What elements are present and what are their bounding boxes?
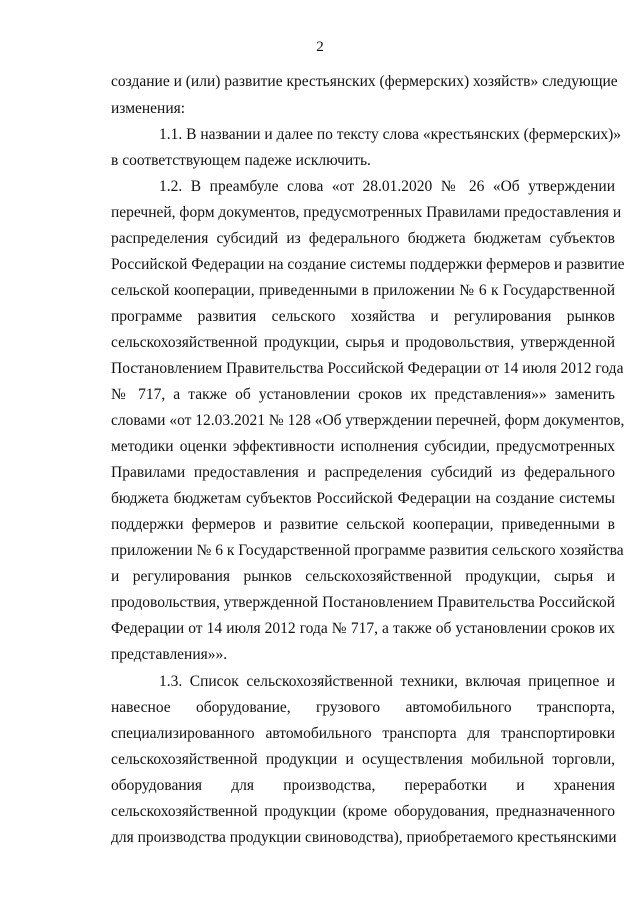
text-line: в соответствующем падеже исключить. — [111, 152, 371, 169]
text-line: сельскохозяйственной продукции и осуществления мобильной торговли, — [111, 751, 615, 768]
text-line: словами «от 12.03.2021 № 128 «Об утверждении перечней, форм документов, — [111, 412, 625, 429]
text-line: поддержки фермеров и развитие сельской кооперации, приведенными в — [111, 516, 615, 533]
text-line: для производства продукции свиноводства), приобретаемого крестьянскими — [111, 829, 617, 846]
text-line: сельской кооперации, приведенными в приложении № 6 к Государственной — [111, 282, 615, 299]
text-line: Правилами предоставления и распределения субсидий из федерального — [111, 464, 615, 481]
text-line: Федерации от 14 июля 2012 года № 717, а также об установлении сроков их — [111, 620, 615, 637]
text-line: представления»». — [111, 646, 228, 663]
text-line: перечней, форм документов, предусмотренных Правилами предоставления и — [111, 204, 622, 221]
text-line: создание и (или) развитие крестьянских (фермерских) хозяйств» следующие — [111, 73, 618, 90]
text-line: сельскохозяйственной продукции (кроме оборудования, предназначенного — [111, 803, 615, 820]
text-line: оборудования для производства, переработки и хранения — [111, 777, 615, 794]
text-line: специализированного автомобильного транспорта для транспортировки — [111, 725, 615, 742]
text-line: и регулирования рынков сельскохозяйственной продукции, сырья и — [111, 568, 615, 585]
text-line: изменения: — [111, 100, 186, 117]
text-line: программе развития сельского хозяйства и регулирования рынков — [111, 308, 615, 325]
text-line: приложении № 6 к Государственной программе развития сельского хозяйства — [111, 542, 624, 559]
text-line: сельскохозяйственной продукции, сырья и продовольствия, утвержденной — [111, 334, 615, 351]
text-line: 1.1. В названии и далее по тексту слова «крестьянских (фермерских)» — [159, 126, 622, 143]
text-line: бюджета бюджетам субъектов Российской Федерации на создание системы — [111, 490, 615, 507]
text-line: методики оценки эффективности исполнения субсидии, предусмотренных — [111, 438, 615, 455]
text-line: 1.2. В преамбуле слова «от 28.01.2020 № 26 «Об утверждении — [159, 178, 615, 195]
text-line: 1.3. Список сельскохозяйственной техники, включая прицепное и — [159, 673, 615, 690]
text-line: навесное оборудование, грузового автомобильного транспорта, — [111, 699, 615, 716]
text-line: продовольствия, утвержденной Постановлением Правительства Российской — [111, 594, 615, 611]
page-number: 2 — [316, 39, 324, 55]
text-line: Российской Федерации на создание системы поддержки фермеров и развитие — [111, 256, 625, 273]
text-line: № 717, а также об установлении сроков их представления»» заменить — [111, 386, 615, 403]
text-line: Постановлением Правительства Российской Федерации от 14 июля 2012 года — [111, 360, 624, 377]
text-line: распределения субсидий из федерального бюджета бюджетам субъектов — [111, 230, 615, 247]
